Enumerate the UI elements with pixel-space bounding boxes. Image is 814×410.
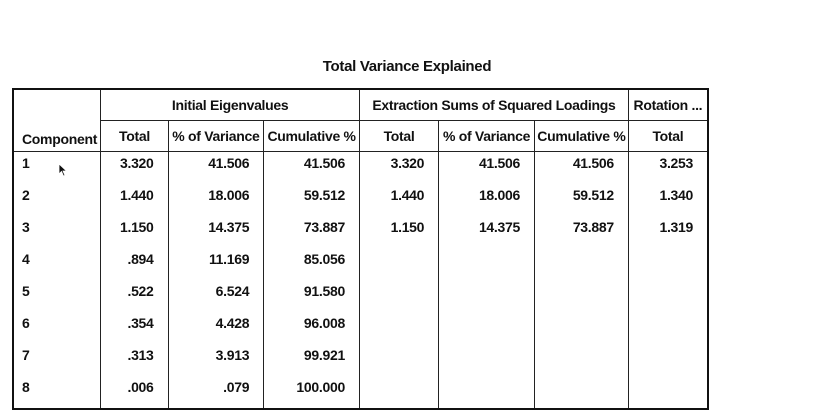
init-total-cell: .006 [101,376,168,409]
table-row [13,280,708,312]
initial-eigenvalues-header: Initial Eigenvalues [101,89,360,121]
extr-pct-variance-cell [439,344,535,376]
extr-cumulative-header: Cumulative % [534,121,628,152]
init-pct-variance-cell: 14.375 [168,216,264,248]
init-pct-variance-cell: 11.169 [168,248,264,280]
table-body [13,152,708,410]
component-cell: 5 [13,280,101,312]
init-total-header: Total [101,121,168,152]
rot-total-cell [628,344,708,376]
init-pct-variance-cell: 3.913 [168,344,264,376]
extr-cumulative-cell: 59.512 [534,184,628,216]
component-header: Component [13,89,101,152]
rot-total-cell: 1.340 [659,187,693,203]
init-total-cell: .894 [101,248,168,280]
init-cumulative-cell: 91.580 [264,280,360,312]
component-cell: 1 [13,152,101,185]
rot-total-cell [628,376,708,409]
init-total-cell: 1.440 [101,184,168,216]
rotation-header: Rotation ... [633,97,703,113]
init-pct-variance-header: % of Variance [168,121,264,152]
extr-total-cell [359,312,438,344]
extr-pct-variance-header: % of Variance [439,121,535,152]
init-total-cell: .522 [101,280,168,312]
init-pct-variance-cell: 4.428 [168,312,264,344]
variance-table-container [12,88,709,395]
rot-total-cell: 3.253 [659,155,693,171]
init-pct-variance-cell: 6.524 [168,280,264,312]
extr-pct-variance-cell [439,280,535,312]
init-total-cell: .313 [101,344,168,376]
init-total-cell: .354 [101,312,168,344]
rot-total-cell [628,248,708,280]
extr-total-header: Total [359,121,438,152]
extr-pct-variance-cell: 18.006 [439,184,535,216]
component-cell: 7 [13,344,101,376]
total-variance-table [12,88,709,410]
extr-total-cell: 3.320 [359,152,438,185]
extr-total-cell [359,248,438,280]
extr-total-cell: 1.150 [359,216,438,248]
table-row [13,344,708,376]
rot-total-cell [628,280,708,312]
rot-total-header: Total [628,121,708,152]
extr-total-cell [359,280,438,312]
component-cell: 2 [13,184,101,216]
extr-pct-variance-cell [439,248,535,280]
extraction-header: Extraction Sums of Squared Loadings [359,89,628,121]
mouse-cursor-icon [58,163,70,177]
component-cell: 8 [13,376,101,409]
extr-cumulative-cell [534,312,628,344]
init-pct-variance-cell: .079 [168,376,264,409]
init-cumulative-cell: 59.512 [264,184,360,216]
extr-cumulative-cell [534,344,628,376]
extr-pct-variance-cell [439,312,535,344]
rot-total-cell: 1.319 [659,219,693,235]
table-row [13,376,708,409]
init-cumulative-cell: 41.506 [264,152,360,185]
init-cumulative-cell: 99.921 [264,344,360,376]
extr-total-cell: 1.440 [359,184,438,216]
init-total-cell: 3.320 [101,152,168,185]
extr-cumulative-cell: 73.887 [534,216,628,248]
extr-pct-variance-cell: 41.506 [439,152,535,185]
init-cumulative-header: Cumulative % [264,121,360,152]
component-cell: 4 [13,248,101,280]
table-row [13,248,708,280]
table-row [13,312,708,344]
extr-cumulative-cell: 41.506 [534,152,628,185]
init-cumulative-cell: 73.887 [264,216,360,248]
extr-cumulative-cell [534,248,628,280]
init-total-cell: 1.150 [101,216,168,248]
init-pct-variance-cell: 41.506 [168,152,264,185]
init-pct-variance-cell: 18.006 [168,184,264,216]
extr-pct-variance-cell: 14.375 [439,216,535,248]
component-cell: 3 [13,216,101,248]
table-row [13,152,708,185]
extr-pct-variance-cell [439,376,535,409]
extr-cumulative-cell [534,376,628,409]
rot-total-cell [628,312,708,344]
table-row [13,216,708,248]
init-cumulative-cell: 100.000 [264,376,360,409]
extr-total-cell [359,344,438,376]
init-cumulative-cell: 96.008 [264,312,360,344]
table-row [13,184,708,216]
table-title: Total Variance Explained [322,58,492,75]
component-cell: 6 [13,312,101,344]
extr-cumulative-cell [534,280,628,312]
extr-total-cell [359,376,438,409]
init-cumulative-cell: 85.056 [264,248,360,280]
